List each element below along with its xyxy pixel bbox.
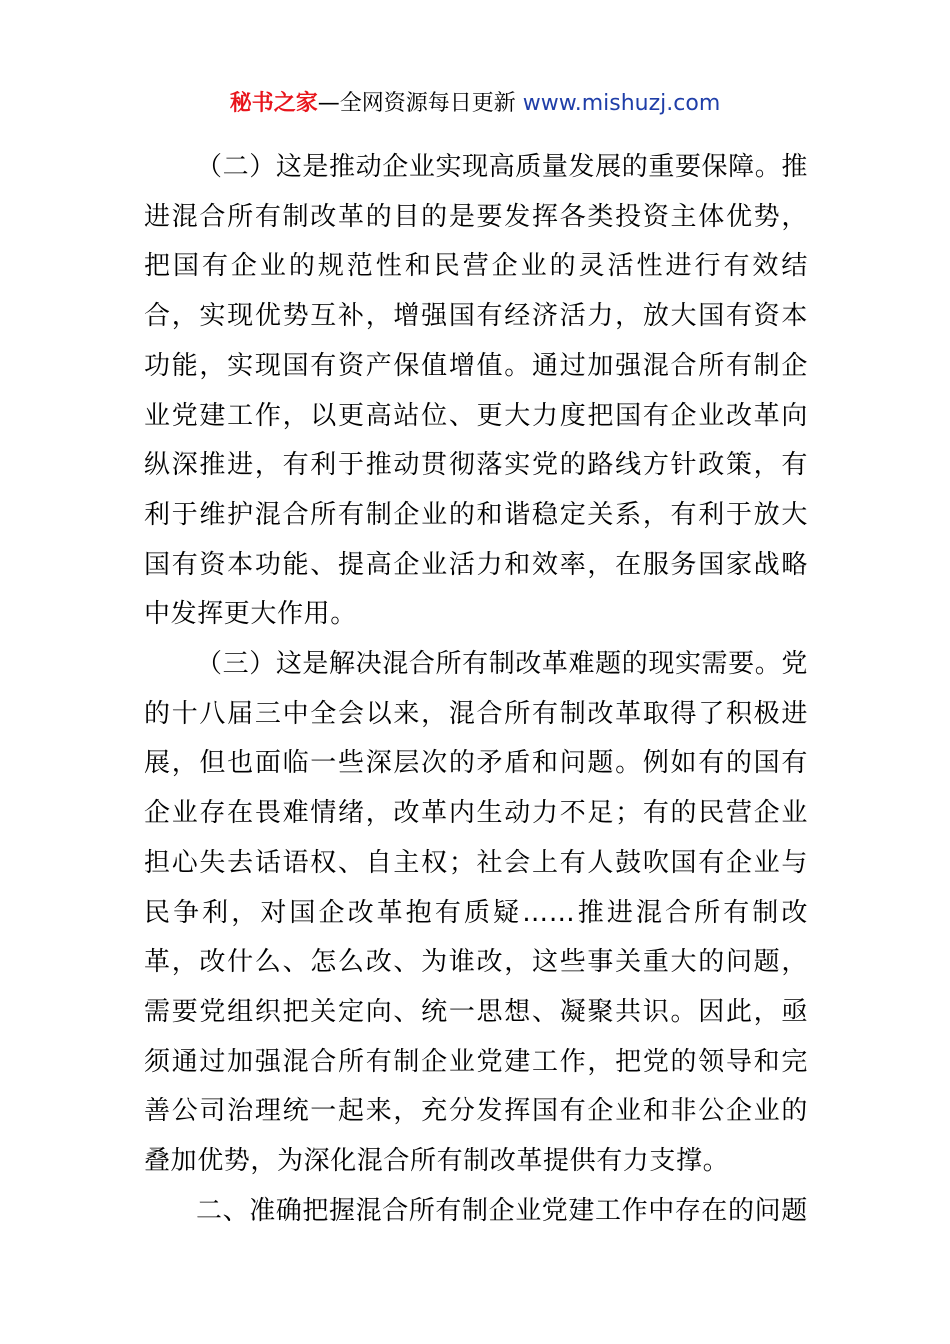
site-brand: 秘书之家 [229, 91, 318, 116]
paragraph-2: （二）这是推动企业实现高质量发展的重要保障。推进混合所有制改革的目的是要发挥各类投资主体优势，把国有企业的规范性和民营企业的灵活性进行有效结合，实现优势互补，增强国有经济活力，放大国有资本功能，实现国有资产保值增值。通过加强混合所有制企业党建工作，以更高站位、更大力度把国有企业改革向纵深推进，有利于推动贯彻落实党的路线方针政策，有利于维护混合所有制企业的和谐稳定关系，有利于放大国有资本功能、提高企业活力和效率，在服务国家战略中发挥更大作用。 [144, 152, 808, 630]
document-body [144, 143, 808, 1236]
paragraph-3: （三）这是解决混合所有制改革难题的现实需要。党的十八届三中全会以来，混合所有制改革取得了积极进展，但也面临一些深层次的矛盾和问题。例如有的国有企业存在畏难情绪，改革内生动力不足；有的民营企业担心失去话语权、自主权；社会上有人鼓吹国有企业与民争利，对国企改革抱有质疑……推进混合所有制改革，改什么、怎么改、为谁改，这些事关重大的问题，需要党组织把关定向、统一思想、凝聚共识。因此，亟须通过加强混合所有制企业党建工作，把党的领导和完善公司治理统一起来，充分发挥国有企业和非公企业的叠加优势，为深化混合所有制改革提供有力支撑。 [144, 649, 808, 1177]
site-url-link[interactable]: www.mishuzj.com [522, 91, 721, 116]
site-header [0, 86, 950, 122]
section-heading: 二、准确把握混合所有制企业党建工作中存在的问题 [196, 1195, 808, 1226]
site-tagline: —全网资源每日更新 [317, 91, 523, 116]
